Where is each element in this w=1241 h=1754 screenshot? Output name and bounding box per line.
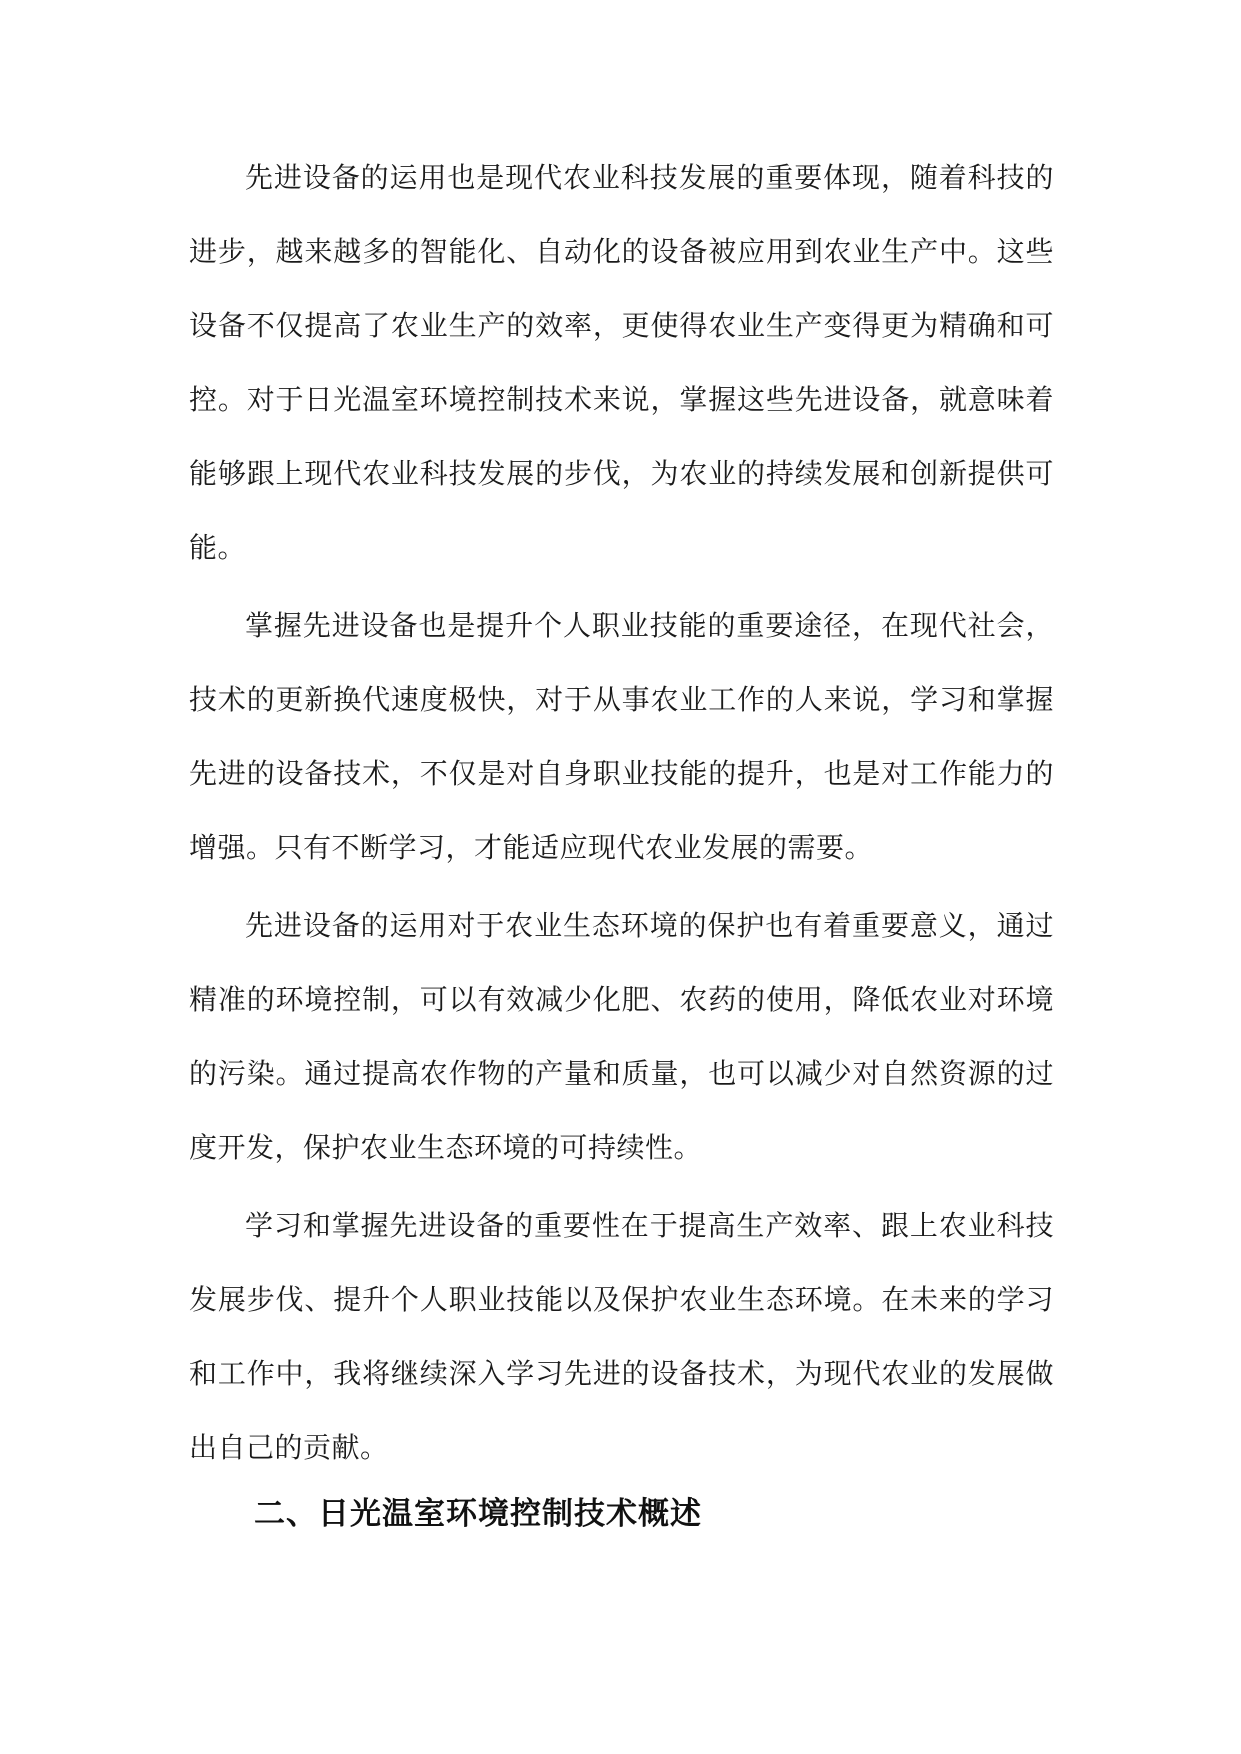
body-text	[189, 141, 1054, 1489]
section-heading: 二、日光温室环境控制技术概述	[254, 1496, 702, 1532]
paragraph-advanced-equipment-development: 先进设备的运用也是现代农业科技发展的重要体现，随着科技的进步，越来越多的智能化、自动化的设备被应用到农业生产中。这些设备不仅提高了农业生产的效率，更使得农业生产变得更为精确和可控。对于日光温室环境控制技术来说，掌握这些先进设备，就意味着能够跟上现代农业科技发展的步伐，为农业的持续发展和创新提供可能。	[189, 161, 1054, 564]
paragraph-ecological-protection: 先进设备的运用对于农业生态环境的保护也有着重要意义，通过精准的环境控制，可以有效减少化肥、农药的使用，降低农业对环境的污染。通过提高农作物的产量和质量，也可以减少对自然资源的过度开发，保护农业生态环境的可持续性。	[189, 909, 1054, 1164]
paragraph-career-skills: 掌握先进设备也是提升个人职业技能的重要途径，在现代社会，技术的更新换代速度极快，对于从事农业工作的人来说，学习和掌握先进的设备技术，不仅是对自身职业技能的提升，也是对工作能力的增强。只有不断学习，才能适应现代农业发展的需要。	[189, 609, 1054, 864]
paragraph-summary: 学习和掌握先进设备的重要性在于提高生产效率、跟上农业科技发展步伐、提升个人职业技能以及保护农业生态环境。在未来的学习和工作中，我将继续深入学习先进的设备技术，为现代农业的发展做出自己的贡献。	[189, 1209, 1054, 1464]
